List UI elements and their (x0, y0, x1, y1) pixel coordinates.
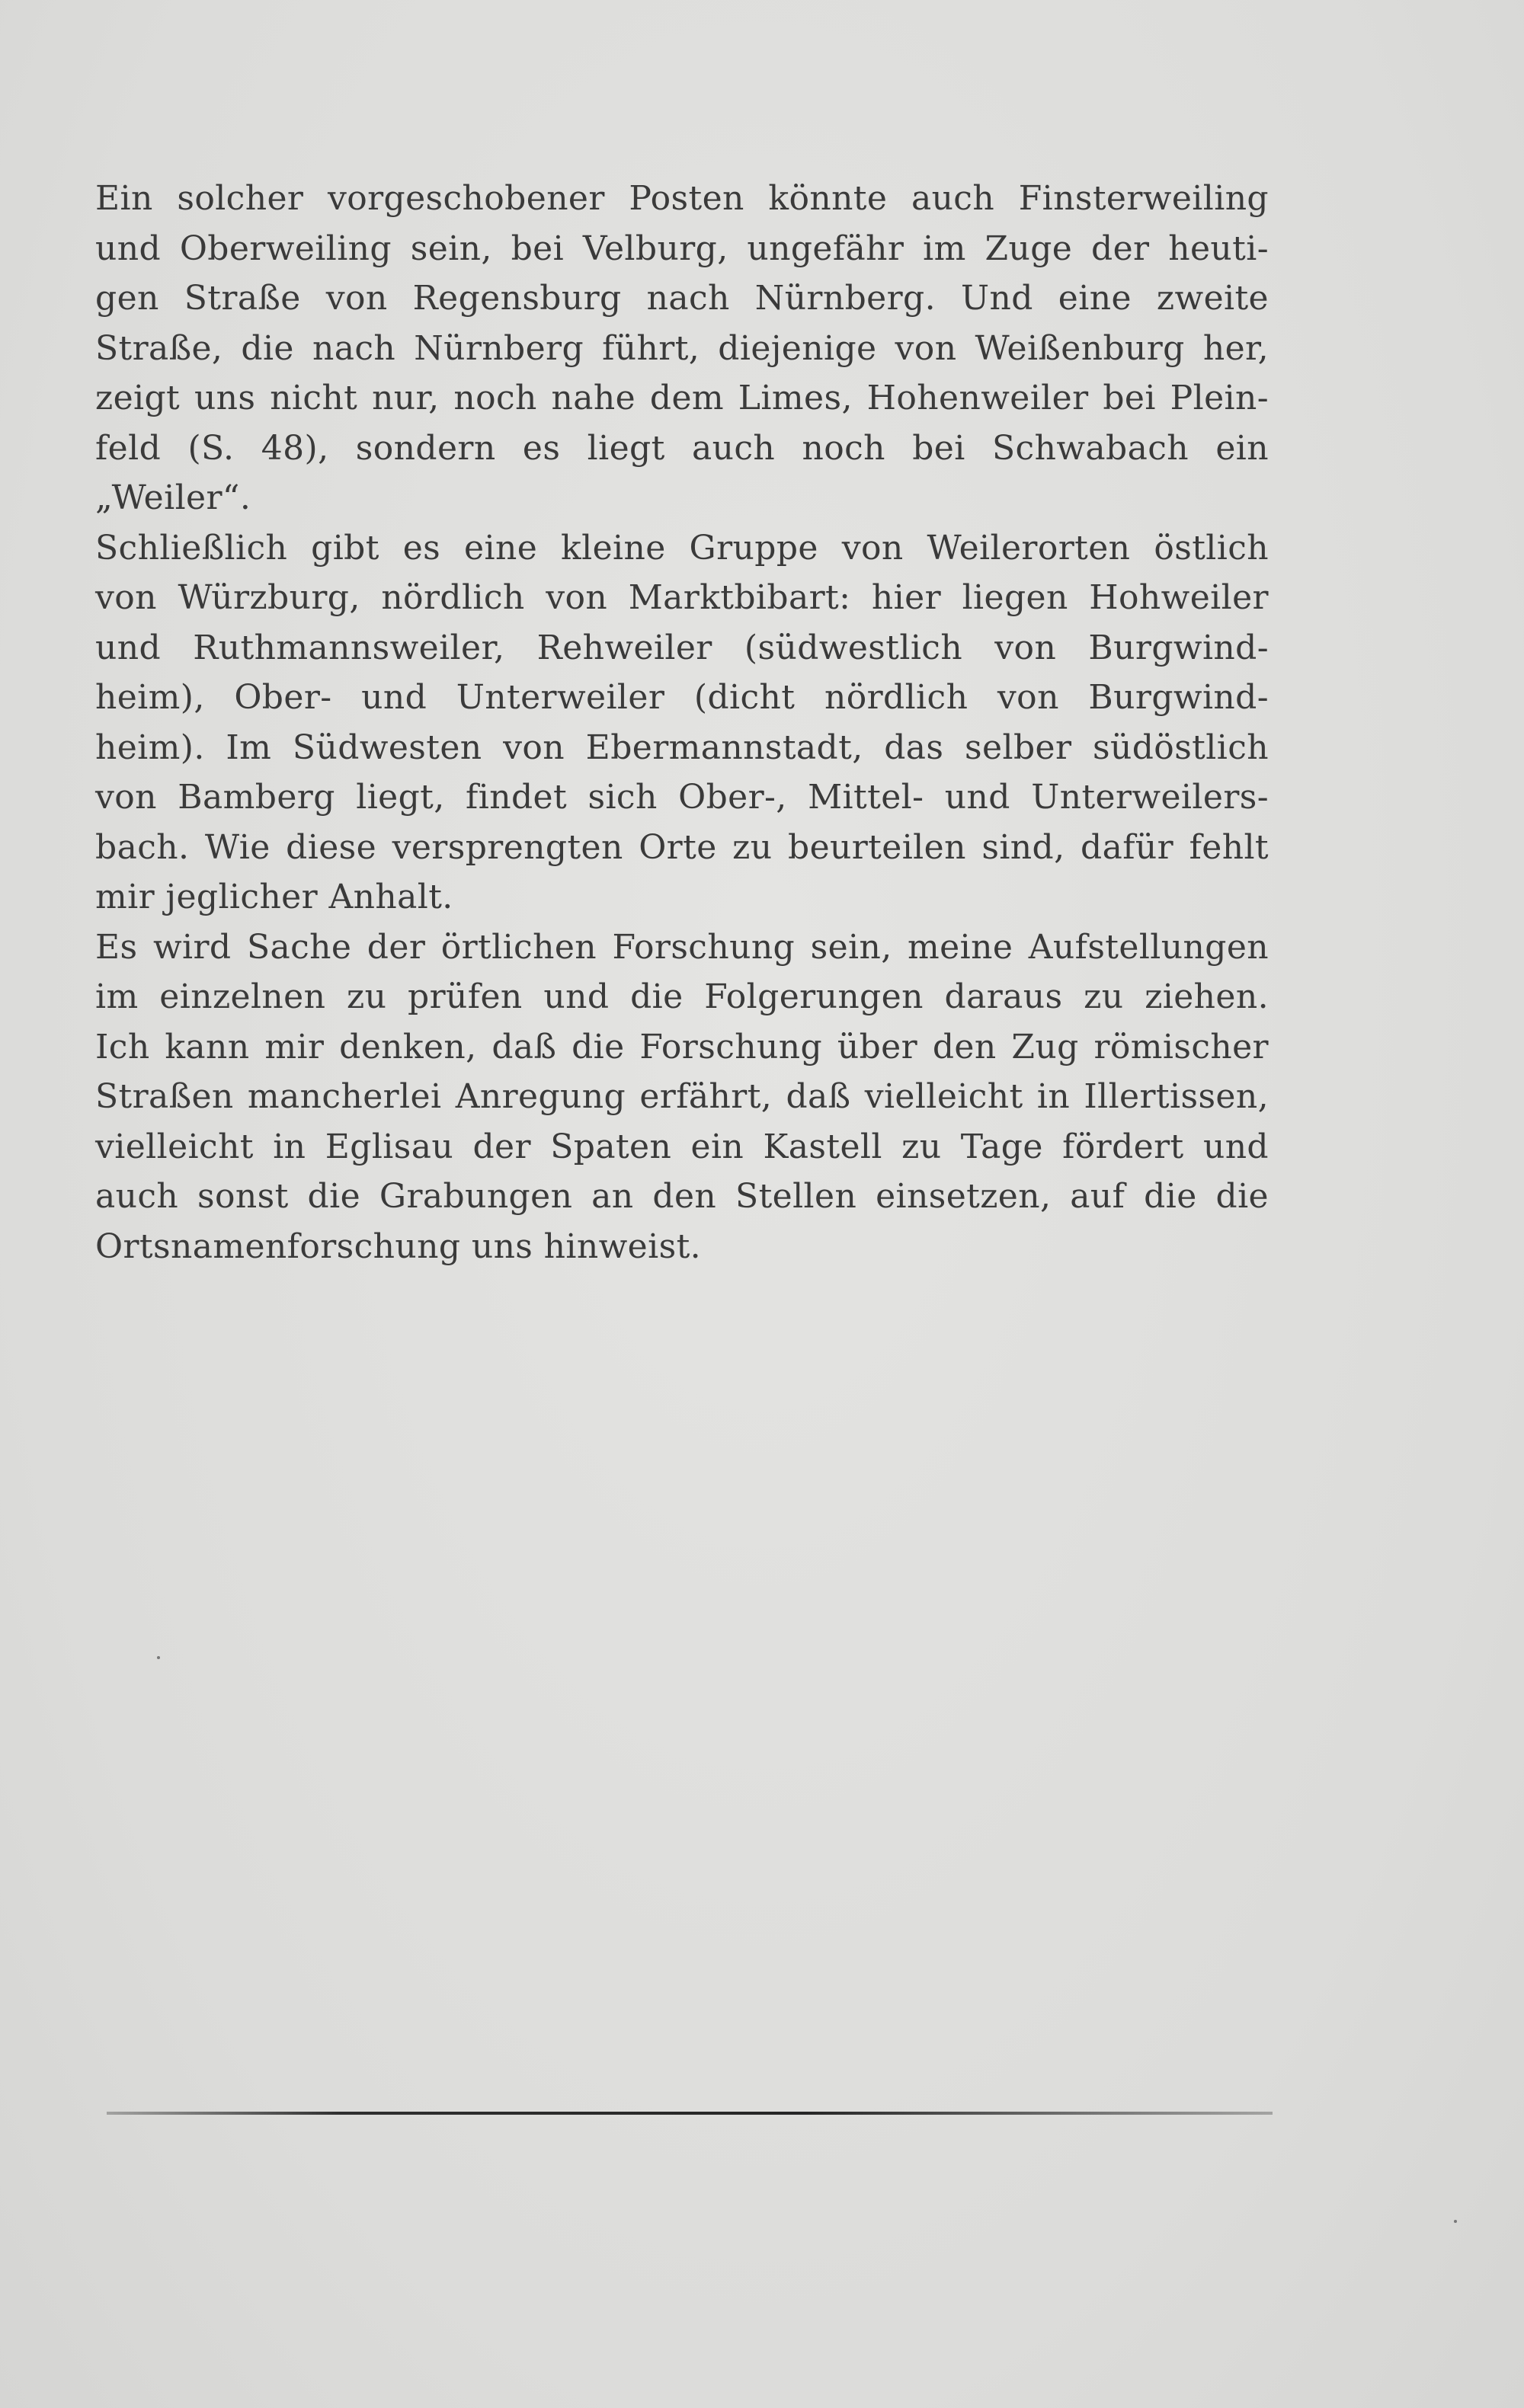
text-line: Ortsnamenforschung uns hinweist. (95, 1226, 702, 1266)
body-text (95, 174, 1269, 1271)
text-line: und Ruthmannsweiler, Rehweiler (südwestlich von Burgwind- (95, 628, 1269, 667)
footer-rule (107, 2112, 1273, 2115)
text-line: bach. Wie diese versprengten Orte zu beurteilen sind, dafür fehlt (95, 827, 1269, 867)
text-line: von Würzburg, nördlich von Marktbibart: hier liegen Hohweiler (95, 578, 1269, 617)
text-line: und Oberweiling sein, bei Velburg, ungefähr im Zuge der heuti- (95, 229, 1269, 268)
text-line: Straße, die nach Nürnberg führt, diejenige von Weißenburg her, (95, 328, 1269, 368)
text-line: von Bamberg liegt, findet sich Ober-, Mittel- und Unterweilers- (95, 778, 1269, 817)
paragraph-1 (95, 174, 1269, 523)
text-line: Straßen mancherlei Anregung erfährt, daß vielleicht in Illertissen, (95, 1077, 1269, 1116)
text-line: feld (S. 48), sondern es liegt auch noch bei Schwabach ein (95, 428, 1269, 468)
paper-speck (1454, 2220, 1457, 2223)
text-line: mir jeglicher Anhalt. (95, 878, 453, 916)
text-line: Schließlich gibt es eine kleine Gruppe von Weilerorten östlich (95, 528, 1269, 568)
paragraph-2 (95, 523, 1269, 923)
text-line: heim), Ober- und Unterweiler (dicht nördlich von Burgwind- (95, 678, 1269, 717)
text-line: zeigt uns nicht nur, noch nahe dem Limes, Hohenweiler bei Plein- (95, 379, 1269, 417)
text-line: Ein solcher vorgeschobener Posten könnte auch Finsterweiling (95, 179, 1269, 218)
text-line: auch sonst die Grabungen an den Stellen einsetzen, auf die die (95, 1177, 1269, 1216)
text-line: gen Straße von Regensburg nach Nürnberg. Und eine zweite (95, 279, 1269, 318)
paragraph-3 (95, 923, 1269, 1272)
text-line: vielleicht in Eglisau der Spaten ein Kastell zu Tage fördert und (95, 1127, 1269, 1166)
text-line: im einzelnen zu prüfen und die Folgerungen daraus zu ziehen. (95, 977, 1269, 1016)
text-line: „Weiler“. (95, 478, 251, 517)
text-line: heim). Im Südwesten von Ebermannstadt, das selber südöstlich (95, 728, 1269, 767)
text-line: Ich kann mir denken, daß die Forschung über den Zug römischer (95, 1027, 1269, 1066)
text-line: Es wird Sache der örtlichen Forschung sein, meine Aufstellungen (95, 927, 1269, 967)
paper-speck (157, 1656, 160, 1659)
